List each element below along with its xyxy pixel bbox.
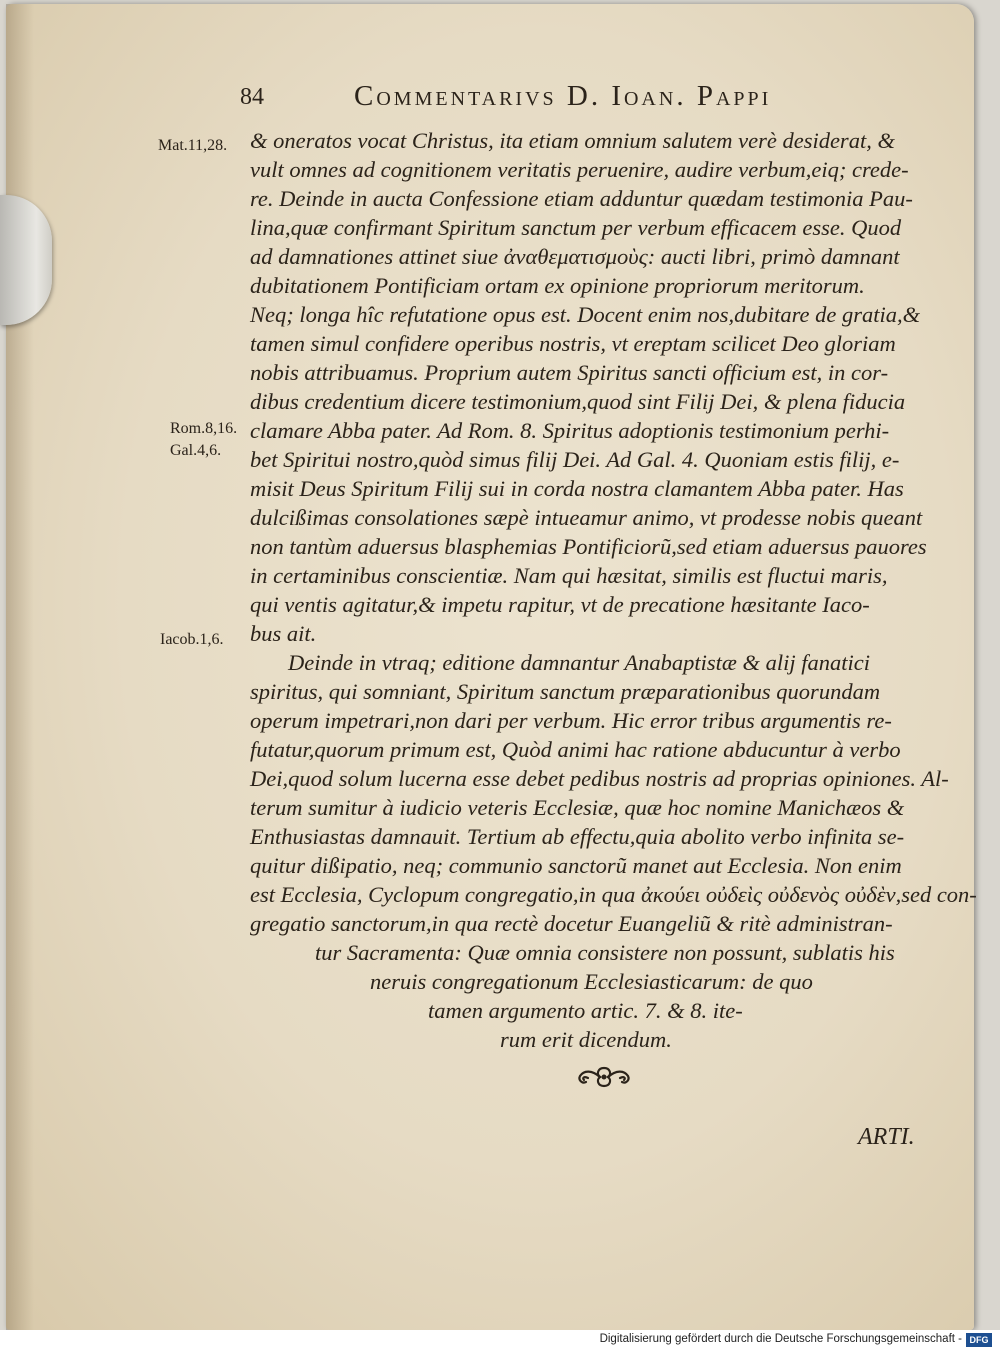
text-line: & oneratos vocat Christus, ita etiam omnium salutem verè desiderat, & xyxy=(250,128,895,153)
margin-note: Mat.11,28. xyxy=(158,137,228,154)
text-line: bus ait. xyxy=(250,621,317,646)
footer-credit: Digitalisierung gefördert durch die Deutsche Forschungsgemeinschaft - xyxy=(599,1333,962,1345)
text-line: gregatio sanctorum,in qua rectè docetur Euangeliũ & ritè administran- xyxy=(250,911,893,936)
text-line: re. Deinde in aucta Confessione etiam adduntur quædam testimonia Pau- xyxy=(250,186,913,211)
text-line: clamare Abba pater. Ad Rom. 8. Spiritus adoptionis testimonium perhi- xyxy=(250,418,890,443)
catchword: ARTI. xyxy=(858,1124,915,1150)
text-line: ad damnationes attinet siue ἀναθεματισμοὺς: aucti libri, primò damnant xyxy=(250,244,900,269)
text-line: Deinde in vtraq; editione damnantur Anabaptistæ & alij fanatici xyxy=(288,650,871,675)
text-line: Enthusiastas damnauit. Tertium ab effectu,quia abolito verbo infinita se- xyxy=(250,824,905,849)
margin-note: Iacob.1,6. xyxy=(160,631,224,648)
text-line: neruis congregationum Ecclesiasticarum: de quo xyxy=(370,969,813,994)
text-line: Dei,quod solum lucerna esse debet pedibus nostris ad proprias opiniones. Al- xyxy=(250,766,949,791)
page-header xyxy=(240,80,960,114)
running-title: Commentarivs D. Ioan. Pappi xyxy=(354,80,772,112)
text-line: tur Sacramenta: Quæ omnia consistere non possunt, sublatis his xyxy=(315,940,895,965)
text-line: qui ventis agitatur,& impetu rapitur, vt de precatione hæsitante Iaco- xyxy=(250,592,870,617)
page-number: 84 xyxy=(240,84,264,110)
margin-note: Gal.4,6. xyxy=(170,442,222,459)
margin-note: Rom.8,16. xyxy=(170,420,238,437)
text-line: tamen simul confidere operibus nostris, vt ereptam scilicet Deo gloriam xyxy=(250,331,896,356)
text-line: rum erit dicendum. xyxy=(500,1027,672,1052)
text-line: dibus credentium dicere testimonium,quod sint Filij Dei, & plena fiducia xyxy=(250,389,906,414)
text-line: lina,quæ confirmant Spiritum sanctum per verbum efficacem esse. Quod xyxy=(250,215,902,240)
text-line: dubitationem Pontificiam ortam ex opinione propriorum meritorum. xyxy=(250,273,865,298)
text-line: nobis attribuamus. Proprium autem Spiritus sancti officium est, in cor- xyxy=(250,360,889,385)
text-line: misit Deus Spiritum Filij sui in corda nostra clamantem Abba pater. Has xyxy=(250,476,904,501)
text-line: futatur,quorum primum est, Quòd animi hac ratione abducuntur à verbo xyxy=(250,737,901,762)
footer-bar xyxy=(0,1330,1000,1351)
text-line: vult omnes ad cognitionem veritatis peruenire, audire verbum,eiq; crede- xyxy=(250,157,909,182)
dfg-logo-icon: DFG xyxy=(966,1333,992,1347)
text-line: spiritus, qui somniant, Spiritum sanctum præparationibus quorundam xyxy=(250,679,881,704)
text-line: quitur dißipatio, neq; communio sanctorũ manet aut Ecclesia. Non enim xyxy=(250,853,902,878)
text-line: est Ecclesia, Cyclopum congregatio,in qua ἀκούει οὐδεὶς οὐδενὸς οὐδὲν,sed con- xyxy=(250,882,977,907)
text-line: dulcißimas consolationes sæpè intueamur animo, vt prodesse nobis queant xyxy=(250,505,923,530)
text-line: tamen argumento artic. 7. & 8. ite- xyxy=(428,998,743,1023)
text-line: terum sumitur à iudicio veteris Ecclesiæ, quæ hoc nomine Manichæos & xyxy=(250,795,905,820)
text-line: non tantùm aduersus blasphemias Pontificiorũ,sed etiam aduersus pauores xyxy=(250,534,927,559)
text-line: operum impetrari,non dari per verbum. Hic error tribus argumentis re- xyxy=(250,708,892,733)
text-line: bet Spiritui nostro,quòd simus filij Dei. Ad Gal. 4. Quoniam estis filij, e- xyxy=(250,447,900,472)
fleuron-ornament xyxy=(574,1064,634,1090)
text-line: Neq; longa hîc refutatione opus est. Docent enim nos,dubitare de gratia,& xyxy=(250,302,921,327)
text-line: in certaminibus conscientiæ. Nam qui hæsitat, similis est fluctui maris, xyxy=(250,563,888,588)
